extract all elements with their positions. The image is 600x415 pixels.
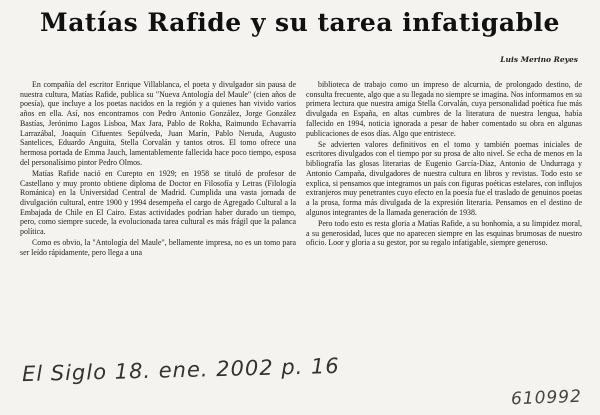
article-title: Matías Rafide y su tarea infatigable	[40, 8, 560, 37]
paragraph: Pero todo esto es resta gloria a Matías Rafide, a su bonhomía, a su limpidez moral, a su generosidad, luces que no aparecen siempre en las esquinas brumosas de nuestro oficio. Loor y gloria a su gestor, por su regalo infatigable, siempre generoso.	[306, 218, 582, 248]
paragraph: biblioteca de trabajo como un impreso de alcurnia, de prolongado destino, de consulta frecuente, algo que a su llegada no siempre se imagina. Nos informamos en su primera lectura que nuestra amiga Stella Corvalán, cuya personalidad poética fue más divulgada en España, en altas cumbres de la literatura de nuestra lengua, había fallecido en 1994, noticia ignorada a pesar de haber comentado su obra en algunas publicaciones de esos días. Algo que entristece.	[306, 80, 582, 138]
paragraph: Matías Rafide nació en Curepto en 1929; en 1958 se tituló de profesor de Castellano y muy pronto obtiene diploma de Doctor en Filosofía y Letras (Filología Románica) en la Universidad Central de Madrid. Cumplida una vasta jornada de divulgación cultural, entre 1900 y 1994 desempeña el cargo de Agregado Cultural a la Embajada de Chile en El Cairo. Estas actividades podrían haber durado un tiempo, pero, como siempre sucede, la evolucionada tarea cultural es más frágil que la palanca política.	[20, 168, 296, 237]
paragraph: Se advierten valores definitivos en el tomo y también poemas iniciales de escritores divulgados con el tiempo por su prosa de alto nivel. Se echa de menos en la bibliografía las glosas literarias de Eugenio García-Díaz, Antonio de Undurraga y Antonio Campaña, divulgadores de nuestra cultura en libros y revistas. Todo esto se explica, si pensamos que integramos un país con figuras poéticas estelares, con influjos extranjeros muy penetrantes cuyo efecto en la poesía fue el traslado de genuinos poetas a la prosa, forma más divulgada de la expresión literaria. Pensamos en el destino de algunos integrantes de la llamada generación de 1938.	[306, 139, 582, 217]
paragraph: Como es obvio, la "Antología del Maule", bellamente impresa, no es un tomo para ser leído rápidamente, pero llega a una	[20, 238, 296, 257]
handwritten-source-note: El Siglo 18. ene. 2002 p. 16	[21, 353, 340, 387]
article-column-right	[306, 80, 582, 249]
article-column-left	[20, 80, 296, 259]
handwritten-archive-number: 610992	[510, 386, 583, 410]
paragraph: En compañía del escritor Enrique Villablanca, el poeta y divulgador sin pausa de nuestra cultura, Matías Rafide, publica su "Nueva Antología del Maule" (cien años de poesía), que incluye a los poetas nacidos en la región y a quienes han vivido varios años en ella. Así, nos encontramos con Pedro Antonio González, Jorge González Bastías, Jerónimo Lagos Lisboa, Max Jara, Pablo de Rokha, Raimundo Echavarría Larrazábal, Joaquín Cifuentes Sepúlveda, Juan Marín, Pablo Neruda, Augusto Santelices, Eduardo Anguita, Stella Corvalán y tantos otros. El tomo ofrece una hermosa portada de Emma Jauch, lamentablemente fallecida hace poco tiempo, esposa del personalísimo pintor Pedro Olmos.	[20, 80, 296, 167]
article-author: Luis Merino Reyes	[500, 55, 578, 64]
